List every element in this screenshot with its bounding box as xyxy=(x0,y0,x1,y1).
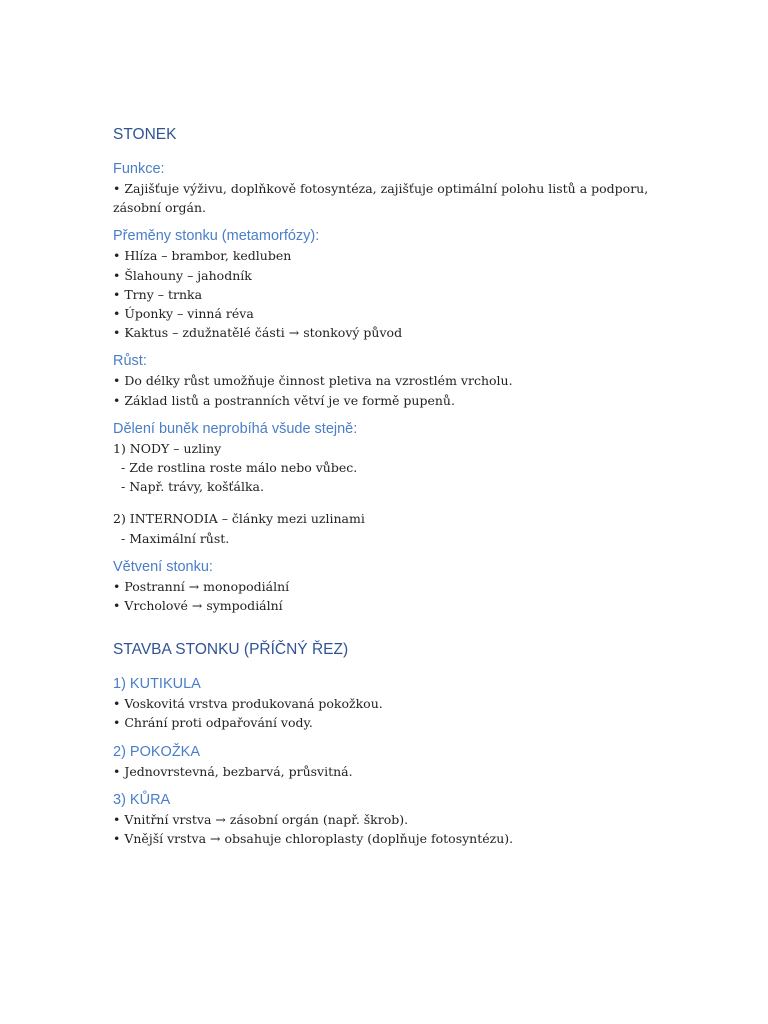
list-item: • Trny – trnka xyxy=(113,286,203,302)
heading-kutikula: 1) KUTIKULA xyxy=(113,676,201,693)
list-item: • Chrání proti odpařování vody. xyxy=(113,715,313,731)
list-item: • Vrcholové → sympodiální xyxy=(113,598,283,614)
heading-deleni: Dělení buněk neprobíhá všude stejně: xyxy=(113,420,358,437)
funkce-text: • Zajišťuje výživu, doplňkově fotosyntéza, zajišťuje optimální polohu listů a podporu, zásobní orgán. xyxy=(113,181,649,216)
section-title-stavba: STAVBA STONKU (PŘÍČNÝ ŘEZ) xyxy=(113,641,349,659)
heading-rust: Růst: xyxy=(113,353,147,370)
list-item: • Šlahouny – jahodník xyxy=(113,267,252,283)
internodia-title: 2) INTERNODIA – články mezi uzlinami xyxy=(113,511,365,527)
nody-title: 1) NODY – uzliny xyxy=(113,440,222,456)
list-item: • Jednovrstevná, bezbarvá, průsvitná. xyxy=(113,763,353,779)
document-page xyxy=(113,124,673,848)
list-item: • Kaktus – zdužnatělé části → stonkový původ xyxy=(113,325,403,341)
list-item: • Základ listů a postranních větví je ve formě pupenů. xyxy=(113,392,455,408)
list-item: - Zde rostlina roste málo nebo vůbec. xyxy=(121,460,358,476)
list-item: • Úponky – vinná réva xyxy=(113,306,254,322)
heading-pokozka: 2) POKOŽKA xyxy=(113,743,201,760)
heading-premeny: Přeměny stonku (metamorfózy): xyxy=(113,228,320,245)
list-item: - Maximální růst. xyxy=(121,530,230,546)
list-item: • Vnitřní vrstva → zásobní orgán (např. škrob). xyxy=(113,811,409,827)
section-title-stonek: STONEK xyxy=(113,126,177,143)
heading-kura: 3) KŮRA xyxy=(113,791,171,808)
heading-vetveni: Větvení stonku: xyxy=(113,558,213,575)
heading-funkce: Funkce: xyxy=(113,161,165,177)
list-item: • Vnější vrstva → obsahuje chloroplasty (doplňuje fotosyntézu). xyxy=(113,831,514,847)
list-item: - Např. trávy, košťálka. xyxy=(121,479,264,495)
list-item: • Do délky růst umožňuje činnost pletiva na vzrostlém vrcholu. xyxy=(113,373,513,389)
list-item: • Postranní → monopodiální xyxy=(113,578,290,594)
list-item: • Voskovitá vrstva produkovaná pokožkou. xyxy=(113,696,383,712)
list-item: • Hlíza – brambor, kedluben xyxy=(113,248,292,264)
